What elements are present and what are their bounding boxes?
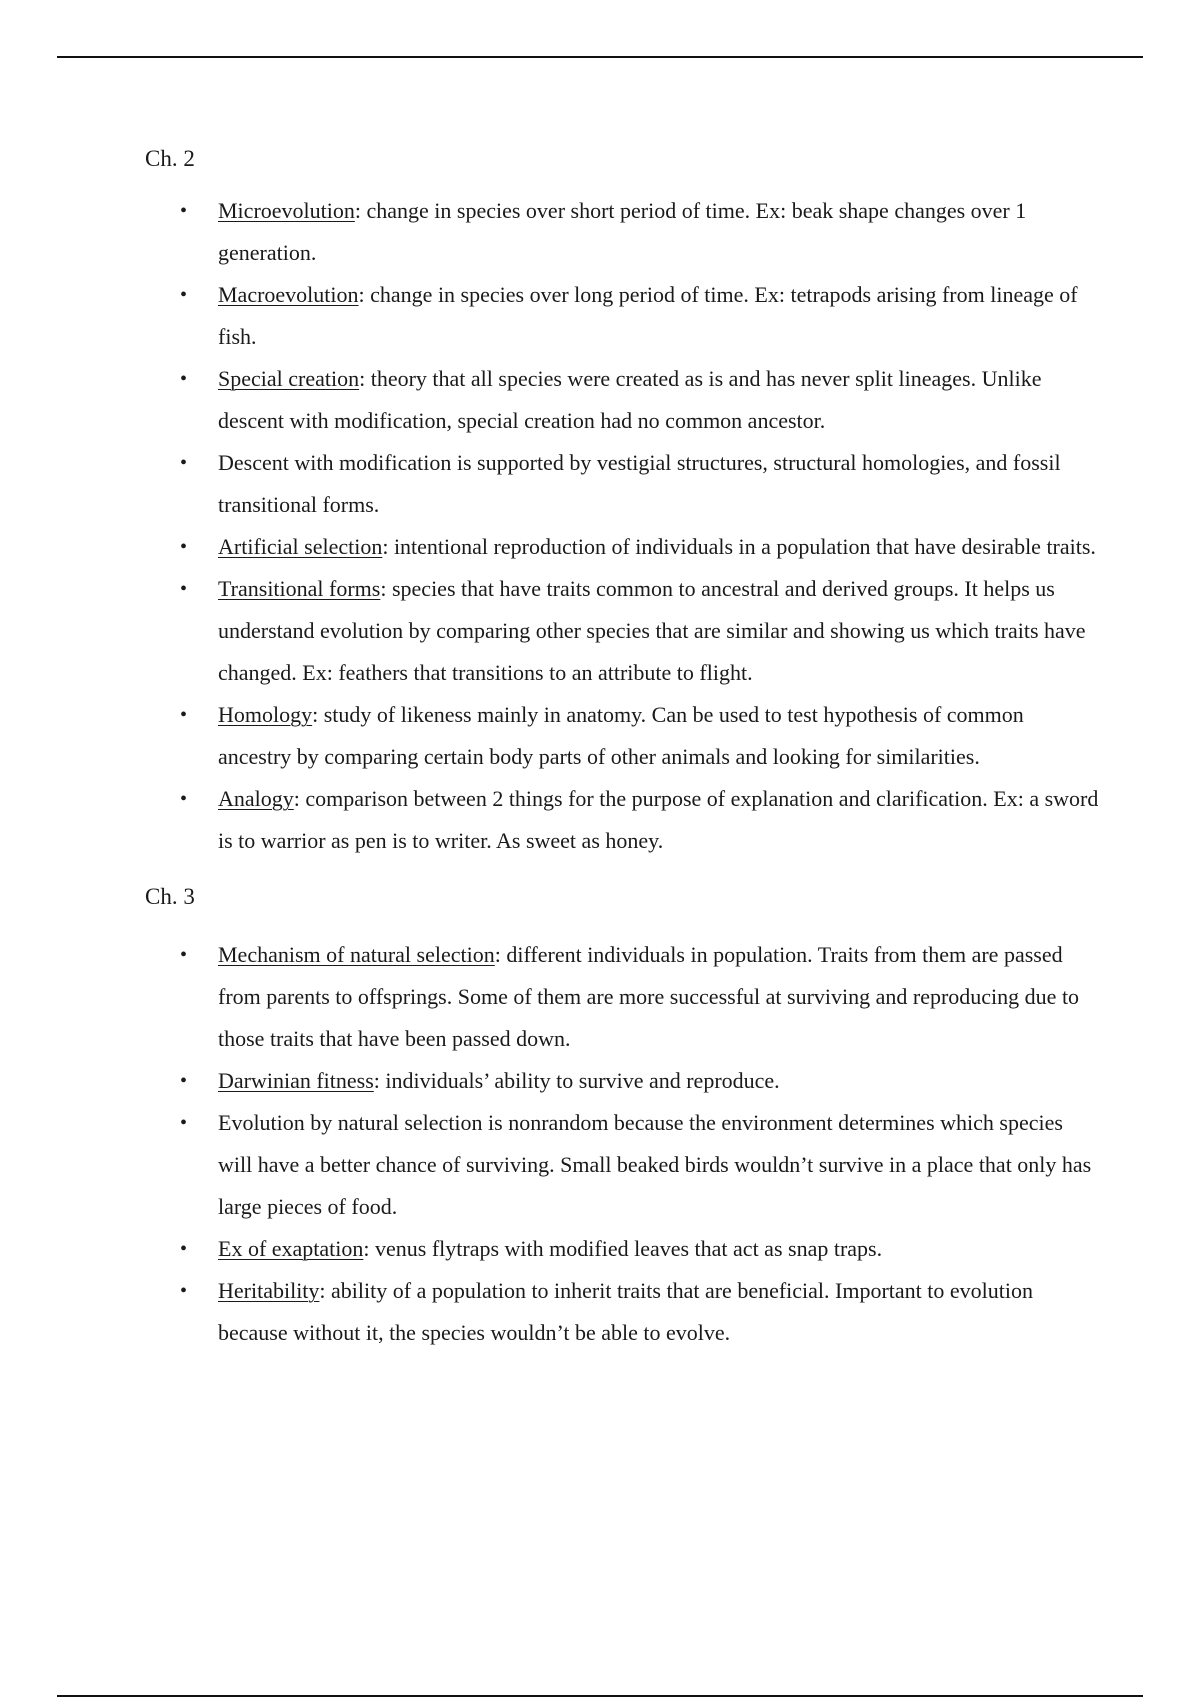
term: Transitional forms xyxy=(218,576,381,601)
term: Ex of exaptation xyxy=(218,1236,364,1261)
bottom-rule xyxy=(57,1695,1143,1697)
list-item xyxy=(145,934,1100,1060)
definition: Evolution by natural selection is nonrandom because the environment determines which species will have a better chance of surviving. Small beaked birds wouldn’t survive in a place that only has large pieces of food. xyxy=(218,1110,1092,1219)
list-item xyxy=(145,358,1100,442)
list-item xyxy=(145,274,1100,358)
bullet-icon: • xyxy=(180,1070,188,1092)
bullet-icon: • xyxy=(180,284,188,306)
list-item xyxy=(145,526,1100,568)
definition: Descent with modification is supported by vestigial structures, structural homologies, and fossil transitional forms. xyxy=(218,450,1061,517)
definition: : venus flytraps with modified leaves that act as snap traps. xyxy=(363,1236,883,1261)
definition: : comparison between 2 things for the purpose of explanation and clarification. Ex: a sword is to warrior as pen is to writer. As sweet as honey. xyxy=(218,786,1099,853)
definition: : ability of a population to inherit traits that are beneficial. Important to evolution because without it, the species wouldn’t be able to evolve. xyxy=(218,1278,1034,1345)
bullet-icon: • xyxy=(180,200,188,222)
definition: : intentional reproduction of individuals in a population that have desirable traits. xyxy=(382,534,1096,559)
term: Special creation xyxy=(218,366,360,391)
chapter-3-list xyxy=(145,934,1100,1354)
bullet-icon: • xyxy=(180,704,188,726)
list-item xyxy=(145,694,1100,778)
document-body xyxy=(145,138,1100,1354)
definition: : theory that all species were created as is and has never split lineages. Unlike descent with modification, special creation had no common ancestor. xyxy=(218,366,1042,433)
term: Mechanism of natural selection xyxy=(218,942,495,967)
term: Macroevolution xyxy=(218,282,359,307)
term: Darwinian fitness xyxy=(218,1068,374,1093)
term: Analogy xyxy=(218,786,294,811)
list-item xyxy=(145,1228,1100,1270)
list-item xyxy=(145,568,1100,694)
bullet-icon: • xyxy=(180,1238,188,1260)
definition: : species that have traits common to ancestral and derived groups. It helps us understand evolution by comparing other species that are similar and showing us which traits have changed. Ex: feathers that transitions to an attribute to flight. xyxy=(218,576,1086,685)
bullet-icon: • xyxy=(180,1280,188,1302)
definition: : individuals’ ability to survive and reproduce. xyxy=(373,1068,780,1093)
bullet-icon: • xyxy=(180,1112,188,1134)
chapter-2-list xyxy=(145,190,1100,862)
chapter-3-heading: Ch. 3 xyxy=(145,884,195,909)
bullet-icon: • xyxy=(180,536,188,558)
definition: : different individuals in population. Traits from them are passed from parents to offsprings. Some of them are more successful at surviving and reproducing due to those traits that have been passed down. xyxy=(218,942,1080,1051)
list-item xyxy=(145,1270,1100,1354)
term: Microevolution xyxy=(218,198,355,223)
term: Heritability xyxy=(218,1278,320,1303)
term: Homology xyxy=(218,702,313,727)
bullet-icon: • xyxy=(180,578,188,600)
list-item xyxy=(145,778,1100,862)
chapter-2-heading: Ch. 2 xyxy=(145,146,195,171)
list-item xyxy=(145,190,1100,274)
bullet-icon: • xyxy=(180,368,188,390)
bullet-icon: • xyxy=(180,452,188,474)
list-item xyxy=(145,1060,1100,1102)
list-item xyxy=(145,442,1100,526)
top-rule xyxy=(57,56,1143,58)
definition: : change in species over long period of time. Ex: tetrapods arising from lineage of fish. xyxy=(218,282,1078,349)
definition: : study of likeness mainly in anatomy. Can be used to test hypothesis of common ancestry by comparing certain body parts of other animals and looking for similarities. xyxy=(218,702,1024,769)
list-item xyxy=(145,1102,1100,1228)
bullet-icon: • xyxy=(180,788,188,810)
definition: : change in species over short period of time. Ex: beak shape changes over 1 generation. xyxy=(218,198,1027,265)
bullet-icon: • xyxy=(180,944,188,966)
term: Artificial selection xyxy=(218,534,383,559)
